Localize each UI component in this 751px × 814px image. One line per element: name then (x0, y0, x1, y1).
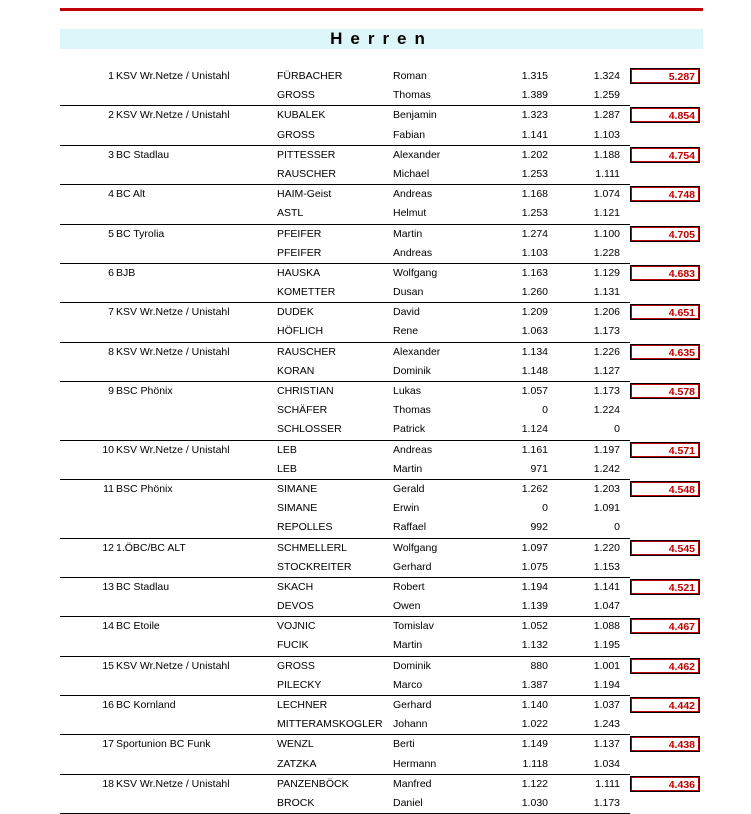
player-last-name: RAUSCHER (277, 167, 336, 180)
player-row (60, 362, 630, 381)
player-first-name: Dominik (393, 364, 431, 377)
team-rank: 2 (108, 109, 114, 122)
player-score-1: 1.097 (521, 541, 548, 554)
team-club: BC Stadlau (116, 580, 170, 593)
player-last-name: BROCK (277, 796, 315, 809)
player-score-1: 1.063 (521, 325, 548, 338)
player-score-1: 1.194 (521, 580, 548, 593)
player-last-name: HAIM-Geist (277, 188, 332, 201)
player-row (60, 460, 630, 479)
player-score-2: 1.047 (593, 600, 620, 613)
player-last-name: PFEIFER (277, 246, 322, 259)
player-last-name: HAUSKA (277, 266, 321, 279)
player-row (60, 755, 630, 774)
player-last-name: DUDEK (277, 306, 314, 319)
player-last-name: ASTL (277, 207, 304, 220)
team-rank: 3 (108, 148, 114, 161)
team-club: 1.ÖBC/BC ALT (116, 541, 186, 554)
team-rank: 9 (108, 385, 114, 397)
team-block (60, 185, 695, 224)
team-block (60, 775, 695, 814)
player-row (60, 539, 695, 558)
player-first-name: Lukas (393, 385, 422, 397)
player-score-1: 1.134 (521, 345, 548, 358)
team-rank: 11 (103, 482, 114, 495)
team-club: BSC Phönix (116, 385, 173, 397)
player-score-2: 1.243 (593, 718, 620, 731)
team-club: Sportunion BC Funk (116, 738, 211, 751)
team-block (60, 578, 695, 617)
team-rank: 6 (108, 266, 114, 279)
team-club: KSV Wr.Netze / Unistahl (116, 345, 230, 358)
team-total: 4.683 (630, 265, 700, 281)
player-score-1: 1.124 (521, 423, 548, 436)
player-score-1: 1.118 (522, 757, 548, 770)
player-row (60, 657, 695, 676)
team-rank: 1 (108, 70, 114, 82)
player-first-name: Johann (393, 718, 428, 731)
team-total: 4.748 (630, 186, 700, 202)
player-score-1: 1.274 (521, 227, 548, 240)
player-first-name: Helmut (393, 207, 427, 220)
team-rank: 12 (102, 541, 114, 554)
player-score-2: 1.091 (593, 502, 620, 515)
player-score-2: 0 (614, 521, 620, 534)
player-row (60, 225, 695, 244)
player-row (60, 715, 630, 734)
player-score-2: 1.121 (593, 207, 620, 220)
player-first-name: Rene (393, 325, 419, 338)
team-rank: 4 (108, 188, 114, 201)
team-total: 4.578 (630, 383, 700, 399)
player-score-1: 1.030 (521, 796, 548, 809)
team-block (60, 67, 695, 106)
player-first-name: Benjamin (393, 109, 437, 122)
team-total: 4.462 (630, 658, 700, 674)
player-first-name: Daniel (393, 796, 423, 809)
player-row (60, 794, 630, 813)
player-first-name: Raffael (393, 521, 427, 534)
team-club: KSV Wr.Netze / Unistahl (116, 443, 230, 456)
team-block (60, 225, 695, 264)
player-last-name: RAUSCHER (277, 345, 336, 358)
player-first-name: Alexander (393, 148, 441, 161)
player-row (60, 146, 695, 165)
player-score-1: 1.202 (521, 148, 548, 161)
player-last-name: SIMANE (277, 502, 318, 515)
player-score-2: 1.224 (593, 404, 620, 417)
team-total: 4.438 (630, 736, 700, 752)
team-club: BC Etoile (116, 620, 160, 633)
player-first-name: Dusan (393, 286, 424, 299)
player-first-name: Andreas (393, 188, 433, 201)
player-last-name: LEB (277, 443, 297, 456)
player-score-1: 1.148 (521, 364, 548, 377)
player-row (60, 499, 630, 518)
player-score-1: 1.057 (521, 385, 548, 397)
player-last-name: ZATZKA (277, 757, 317, 770)
team-rank: 7 (108, 306, 114, 319)
team-total: 4.548 (630, 481, 700, 497)
player-last-name: GROSS (277, 659, 315, 672)
team-rank: 17 (102, 738, 114, 751)
player-last-name: VOJNIC (277, 620, 316, 633)
player-row (60, 597, 630, 616)
player-score-2: 1.173 (593, 385, 620, 397)
header-rule (60, 8, 703, 11)
team-block (60, 441, 695, 480)
player-score-2: 0 (614, 423, 620, 436)
player-row (60, 382, 695, 401)
team-block (60, 480, 695, 539)
player-first-name: Martin (393, 639, 423, 652)
player-score-2: 1.111 (595, 167, 620, 180)
player-score-1: 1.315 (521, 70, 548, 82)
player-first-name: Owen (393, 600, 421, 613)
player-last-name: SIMANE (277, 482, 318, 495)
player-last-name: SCHMELLERL (277, 541, 348, 554)
player-score-2: 1.220 (593, 541, 620, 554)
player-last-name: HÖFLICH (277, 325, 324, 338)
team-total: 4.436 (630, 776, 700, 792)
player-first-name: Thomas (393, 404, 431, 417)
team-club: BC Kornland (116, 699, 176, 711)
player-score-2: 1.188 (593, 148, 620, 161)
team-block (60, 696, 695, 735)
player-score-1: 992 (530, 521, 548, 534)
player-first-name: Roman (393, 70, 427, 82)
player-first-name: Patrick (393, 423, 426, 436)
player-score-1: 1.253 (521, 167, 548, 180)
player-row (60, 420, 630, 439)
player-last-name: PANZENBÖCK (277, 777, 349, 790)
player-row (60, 676, 630, 695)
player-first-name: Fabian (393, 128, 426, 141)
player-first-name: Alexander (393, 345, 441, 358)
player-row (60, 106, 695, 125)
team-total: 4.635 (630, 344, 700, 360)
player-last-name: PFEIFER (277, 227, 322, 240)
player-score-2: 1.203 (593, 482, 620, 495)
player-row (60, 126, 630, 145)
player-score-1: 1.149 (521, 738, 548, 751)
player-score-1: 1.103 (521, 246, 548, 259)
player-score-2: 1.100 (593, 227, 620, 240)
team-total: 4.467 (630, 618, 700, 634)
player-score-1: 880 (530, 659, 548, 672)
player-score-2: 1.129 (593, 266, 620, 279)
player-score-1: 1.387 (521, 678, 548, 691)
player-score-2: 1.173 (593, 796, 620, 809)
player-row (60, 578, 695, 597)
player-score-2: 1.206 (593, 306, 620, 319)
team-block (60, 343, 695, 382)
team-club: KSV Wr.Netze / Unistahl (116, 659, 230, 672)
player-first-name: Gerhard (393, 699, 432, 711)
team-total: 4.545 (630, 540, 700, 556)
team-club: BC Stadlau (116, 148, 170, 161)
player-row (60, 244, 630, 263)
player-score-1: 971 (530, 462, 548, 475)
player-score-1: 1.132 (521, 639, 548, 652)
player-score-2: 1.324 (593, 70, 620, 82)
team-club: KSV Wr.Netze / Unistahl (116, 70, 230, 82)
player-score-1: 1.075 (521, 560, 548, 573)
player-first-name: David (393, 306, 420, 319)
team-club: BSC Phönix (116, 482, 173, 495)
player-last-name: PILECKY (277, 678, 322, 691)
team-club: BC Alt (116, 188, 146, 201)
team-block (60, 657, 695, 696)
team-total: 4.571 (630, 442, 700, 458)
player-row (60, 303, 695, 322)
team-rank: 16 (102, 699, 114, 711)
team-total: 4.705 (630, 226, 700, 242)
player-last-name: GROSS (277, 128, 315, 141)
player-last-name: GROSS (277, 89, 315, 102)
player-row (60, 165, 630, 184)
team-block (60, 106, 695, 145)
player-score-1: 1.389 (521, 89, 548, 102)
player-score-2: 1.195 (593, 639, 620, 652)
player-last-name: SCHÄFER (277, 404, 328, 417)
results-table (0, 67, 751, 814)
player-first-name: Dominik (393, 659, 431, 672)
team-rank: 15 (102, 659, 114, 672)
player-last-name: MITTERAMSKOGLER (277, 718, 383, 731)
team-rank: 8 (108, 345, 114, 358)
player-last-name: SKACH (277, 580, 314, 593)
team-block (60, 303, 695, 342)
player-first-name: Berti (393, 738, 415, 751)
team-total: 4.521 (630, 579, 700, 595)
team-club: KSV Wr.Netze / Unistahl (116, 109, 230, 122)
player-score-1: 1.122 (521, 777, 548, 790)
player-first-name: Gerhard (393, 560, 432, 573)
player-first-name: Tomislav (393, 620, 434, 633)
player-last-name: CHRISTIAN (277, 385, 334, 397)
player-score-1: 1.253 (521, 207, 548, 220)
player-score-2: 1.242 (593, 462, 620, 475)
player-score-2: 1.127 (593, 364, 620, 377)
player-score-2: 1.141 (593, 580, 620, 593)
player-first-name: Wolfgang (393, 266, 438, 279)
player-first-name: Thomas (393, 89, 431, 102)
player-first-name: Gerald (393, 482, 425, 495)
player-score-2: 1.173 (593, 325, 620, 338)
team-block (60, 382, 695, 441)
player-row (60, 735, 695, 754)
player-last-name: WENZL (277, 738, 314, 751)
player-score-1: 0 (542, 404, 548, 417)
player-first-name: Hermann (393, 757, 437, 770)
player-first-name: Martin (393, 227, 423, 240)
player-first-name: Andreas (393, 246, 433, 259)
player-first-name: Erwin (393, 502, 420, 515)
player-last-name: PITTESSER (277, 148, 336, 161)
player-score-2: 1.137 (593, 738, 620, 751)
player-row (60, 204, 630, 223)
player-last-name: REPOLLES (277, 521, 333, 534)
player-first-name: Wolfgang (393, 541, 438, 554)
player-first-name: Marco (393, 678, 423, 691)
player-row (60, 696, 695, 715)
team-club: BJB (116, 266, 136, 279)
player-score-1: 1.262 (521, 482, 548, 495)
player-score-2: 1.259 (593, 89, 620, 102)
player-score-2: 1.131 (593, 286, 620, 299)
player-score-2: 1.287 (593, 109, 620, 122)
player-last-name: LECHNER (277, 699, 328, 711)
player-score-1: 1.022 (521, 718, 548, 731)
player-row (60, 264, 695, 283)
player-row (60, 343, 695, 362)
player-row (60, 775, 695, 794)
player-score-2: 1.153 (593, 560, 620, 573)
player-score-1: 0 (542, 502, 548, 515)
player-score-2: 1.001 (593, 659, 620, 672)
player-row (60, 617, 695, 636)
team-total: 4.754 (630, 147, 700, 163)
team-total: 4.442 (630, 697, 700, 713)
player-last-name: FUCIK (277, 639, 309, 652)
player-row (60, 636, 630, 655)
player-score-2: 1.103 (593, 128, 620, 141)
player-row (60, 441, 695, 460)
player-last-name: DEVOS (277, 600, 314, 613)
player-last-name: SCHLOSSER (277, 423, 342, 436)
player-last-name: STOCKREITER (277, 560, 352, 573)
player-score-2: 1.226 (593, 345, 620, 358)
team-block (60, 146, 695, 185)
player-row (60, 558, 630, 577)
team-rank: 13 (102, 580, 114, 593)
player-score-1: 1.140 (521, 699, 548, 711)
team-rank: 10 (102, 443, 114, 456)
player-score-1: 1.209 (521, 306, 548, 319)
page-title: Herren (60, 29, 703, 49)
player-row (60, 86, 630, 105)
player-first-name: Martin (393, 462, 423, 475)
player-first-name: Robert (393, 580, 425, 593)
player-score-1: 1.161 (521, 443, 548, 456)
player-score-1: 1.260 (521, 286, 548, 299)
player-row (60, 322, 630, 341)
player-score-2: 1.228 (593, 246, 620, 259)
player-score-1: 1.139 (521, 600, 548, 613)
player-first-name: Michael (393, 167, 430, 180)
player-first-name: Andreas (393, 443, 433, 456)
team-block (60, 617, 695, 656)
player-score-1: 1.141 (521, 128, 548, 141)
player-score-2: 1.088 (593, 620, 620, 633)
team-total: 5.287 (630, 68, 700, 84)
player-row (60, 185, 695, 204)
player-score-2: 1.034 (593, 757, 620, 770)
player-row (60, 480, 695, 499)
player-score-1: 1.052 (521, 620, 548, 633)
team-total: 4.651 (630, 304, 700, 320)
team-rank: 18 (102, 777, 114, 790)
player-first-name: Manfred (393, 777, 432, 790)
player-row (60, 67, 695, 86)
player-score-1: 1.323 (521, 109, 548, 122)
player-score-2: 1.074 (593, 188, 620, 201)
player-row (60, 283, 630, 302)
team-block (60, 735, 695, 774)
team-rank: 5 (108, 227, 114, 240)
player-row (60, 518, 630, 537)
player-score-1: 1.168 (521, 188, 548, 201)
player-last-name: KUBALEK (277, 109, 326, 122)
team-total: 4.854 (630, 107, 700, 123)
team-club: KSV Wr.Netze / Unistahl (116, 777, 230, 790)
team-club: KSV Wr.Netze / Unistahl (116, 306, 230, 319)
player-score-2: 1.197 (593, 443, 620, 456)
player-score-2: 1.037 (593, 699, 620, 711)
player-row (60, 401, 630, 420)
player-last-name: KOMETTER (277, 286, 336, 299)
player-score-2: 1.111 (595, 777, 620, 790)
team-club: BC Tyrolia (116, 227, 165, 240)
player-last-name: FÜRBACHER (277, 70, 343, 82)
team-block (60, 539, 695, 578)
player-score-1: 1.163 (521, 266, 548, 279)
team-block (60, 264, 695, 303)
player-score-2: 1.194 (593, 678, 620, 691)
player-last-name: KORAN (277, 364, 315, 377)
player-last-name: LEB (277, 462, 297, 475)
team-rank: 14 (102, 620, 114, 633)
